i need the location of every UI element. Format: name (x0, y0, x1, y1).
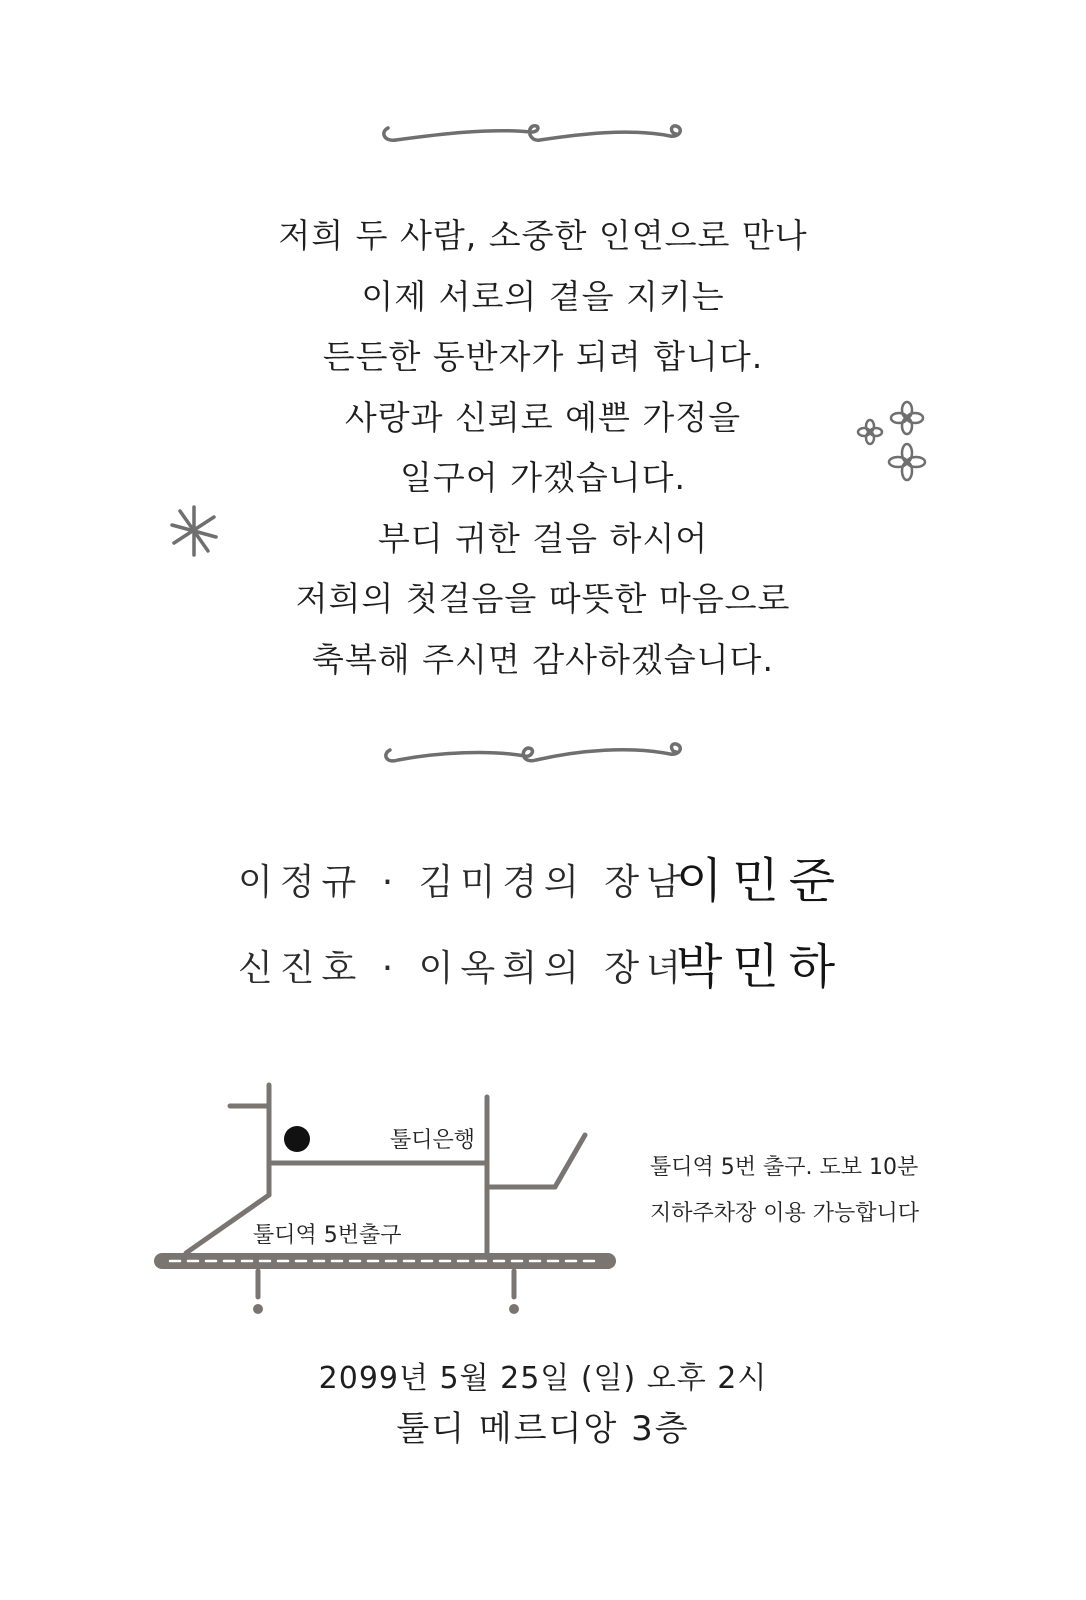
bride-row (0, 926, 1086, 996)
directions (650, 1145, 919, 1237)
message-line: 저희의 첫걸음을 따뜻한 마음으로 (295, 579, 791, 618)
event-date: 2099년 5월 25일 (일) 오후 2시 (318, 1361, 768, 1396)
bride-parents: 신진호 · 이옥희의 장녀 (238, 948, 688, 989)
message-line: 저희 두 사람, 소중한 인연으로 만나 (278, 216, 808, 255)
message-line: 축복해 주시면 감사하겠습니다. (312, 639, 774, 679)
message-line: 일구어 가겠습니다. (399, 458, 686, 497)
groom-name: 이민준 (676, 853, 846, 909)
bank-label: 툴디은행 (390, 1128, 476, 1153)
directions-parking: 지하주차장 이용 가능합니다 (650, 1201, 920, 1226)
station-exit-label: 툴디역 5번출구 (253, 1223, 402, 1248)
bride-name: 박민하 (676, 939, 846, 995)
location-map (150, 1075, 630, 1325)
event-venue: 툴디 메르디앙 3층 (396, 1409, 690, 1449)
directions-walk: 툴디역 5번 출구. 도보 10분 (650, 1155, 919, 1180)
bus-stop-marker (509, 1304, 519, 1314)
flowers-icon (852, 400, 936, 490)
top-swirl-ornament (380, 118, 690, 152)
bottom-swirl-ornament (380, 738, 690, 772)
message-line: 부디 귀한 걸음 하시어 (377, 518, 709, 558)
groom-row (0, 840, 1086, 910)
message-line: 이제 서로의 곁을 지키는 (361, 276, 725, 316)
venue-marker (284, 1126, 310, 1152)
sparkle-icon (166, 503, 222, 559)
groom-parents: 이정규 · 김미경의 장남 (238, 862, 688, 903)
event-info (0, 1357, 1086, 1457)
bus-stop-marker (253, 1304, 263, 1314)
message-line: 든든한 동반자가 되려 합니다. (322, 337, 764, 376)
message-line: 사랑과 신뢰로 예쁜 가정을 (344, 397, 742, 437)
